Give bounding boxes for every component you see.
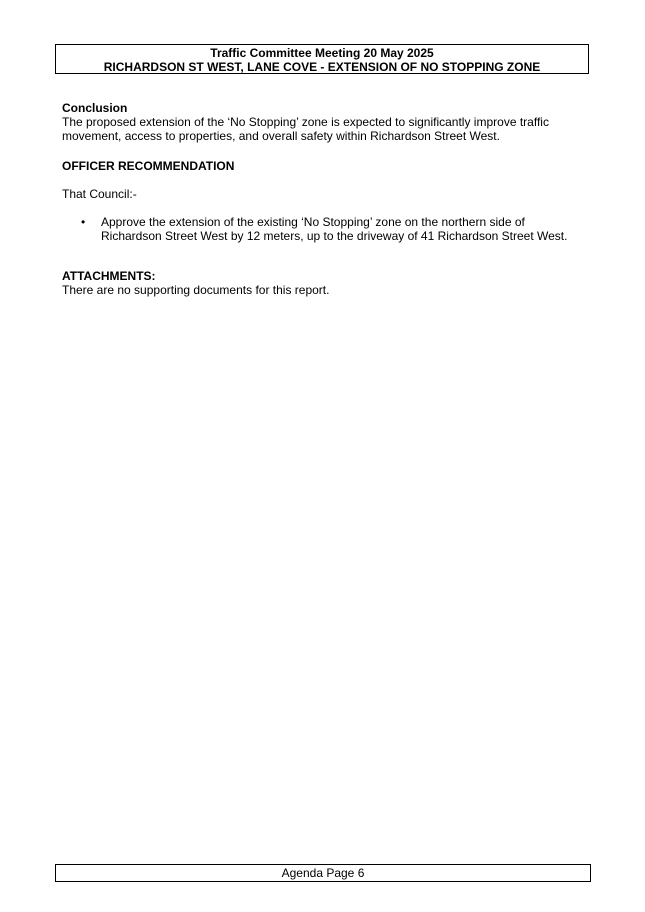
report-body	[62, 101, 582, 297]
page-number-label: Agenda Page 6	[281, 866, 365, 880]
recommendation-item	[62, 215, 582, 243]
page-header	[55, 44, 589, 74]
report-title: RICHARDSON ST WEST, LANE COVE - EXTENSION OF NO STOPPING ZONE	[103, 60, 541, 74]
meeting-title: Traffic Committee Meeting 20 May 2025	[210, 46, 434, 60]
recommendation-section	[62, 159, 582, 243]
conclusion-heading: Conclusion	[62, 101, 128, 115]
recommendation-item-line-2: Richardson Street West by 12 meters, up to the driveway of 41 Richardson Street West.	[101, 229, 568, 243]
conclusion-section	[62, 101, 582, 143]
attachments-heading: ATTACHMENTS:	[62, 269, 156, 283]
bullet-icon: •	[81, 215, 86, 229]
recommendation-item-line-1: Approve the extension of the existing ‘No Stopping’ zone on the northern side of	[101, 215, 525, 229]
recommendation-list	[62, 215, 582, 243]
recommendation-heading: OFFICER RECOMMENDATION	[62, 159, 235, 173]
page-footer	[55, 864, 591, 882]
attachments-text: There are no supporting documents for this report.	[62, 283, 330, 297]
recommendation-intro: That Council:-	[62, 187, 137, 201]
conclusion-text-line-2: movement, access to properties, and overall safety within Richardson Street West.	[62, 129, 500, 143]
conclusion-text-line-1: The proposed extension of the ‘No Stopping’ zone is expected to significantly improve traffic	[62, 115, 549, 129]
attachments-section	[62, 269, 582, 297]
